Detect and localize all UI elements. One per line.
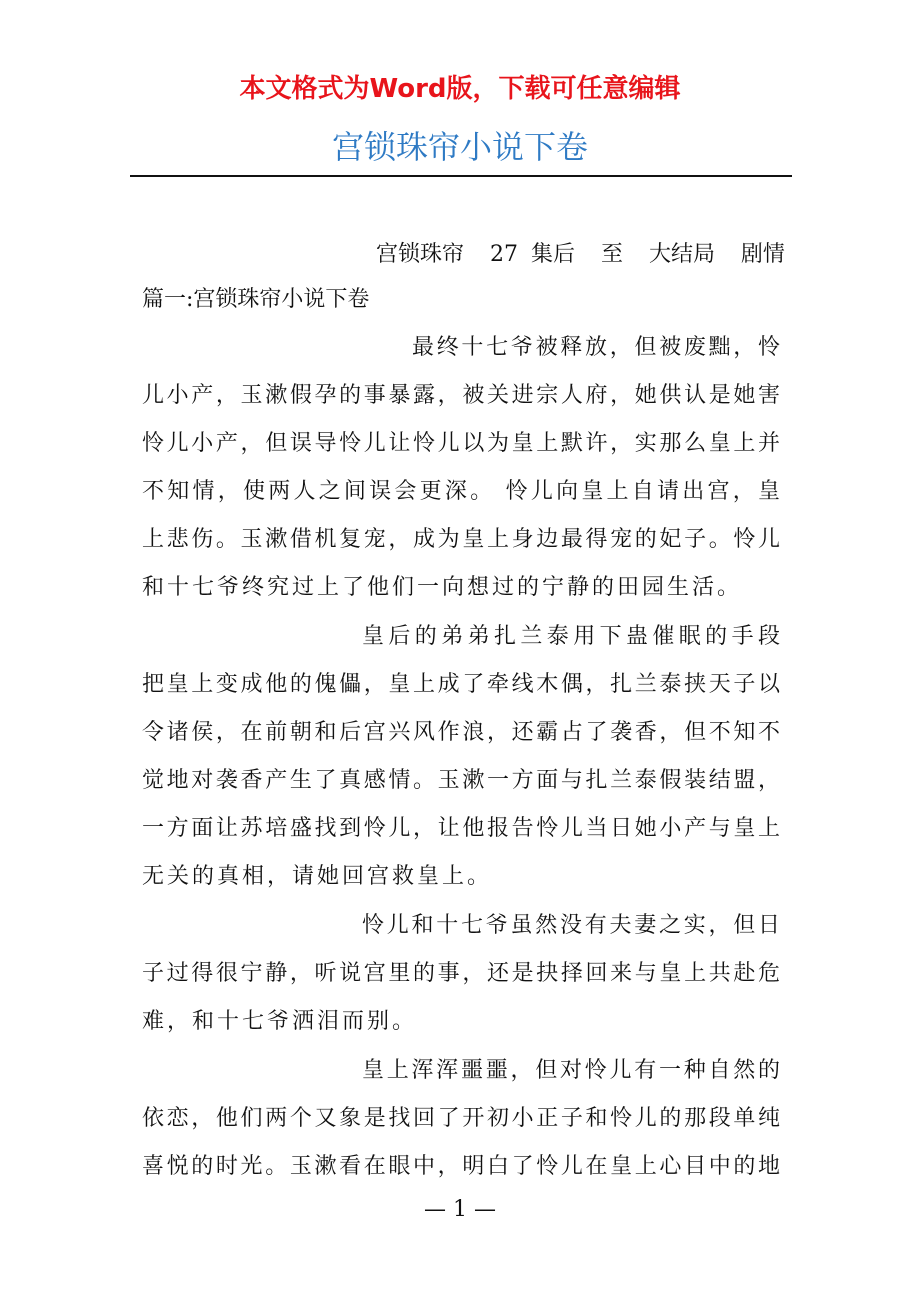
word-format-banner: 本文格式为Word版，下载可任意编辑 (239, 74, 681, 104)
body-line: 皇上浑浑噩噩，但对怜儿有一种自然的 (362, 1058, 780, 1083)
page-number: — 1 — (424, 1197, 496, 1222)
body-line: 把皇上变成他的傀儡，皇上成了牵线木偶，扎兰泰挟天子以 (142, 672, 780, 697)
body-line: 难，和十七爷洒泪而别。 (142, 1009, 418, 1034)
body-line: 一方面让苏培盛找到怜儿，让他报告怜儿当日她小产与皇上 (142, 816, 780, 841)
body-line: 令诸侯，在前朝和后宫兴风作浪，还霸占了袭香，但不知不 (142, 720, 780, 745)
body-line: 和十七爷终究过上了他们一向想过的宁静的田园生活。 (142, 575, 743, 600)
title-divider (130, 175, 792, 177)
body-line: 不知情，使两人之间误会更深。 怜儿向皇上自请出宫，皇 (142, 479, 780, 504)
section-heading: 篇一:宫锁珠帘小说下卷 (142, 287, 370, 312)
body-line: 依恋，他们两个又象是找回了开初小正子和怜儿的那段单纯 (142, 1106, 780, 1131)
body-line: 皇后的弟弟扎兰泰用下蛊催眠的手段 (362, 624, 780, 649)
body-line: 喜悦的时光。玉漱看在眼中，明白了怜儿在皇上心目中的地 (142, 1154, 780, 1179)
document-title: 宫锁珠帘小说下卷 (331, 128, 588, 166)
body-line: 怜儿小产，但误导怜儿让怜儿以为皇上默许，实那么皇上并 (142, 431, 780, 456)
body-line: 最终十七爷被释放，但被废黜，怜 (412, 335, 780, 360)
body-line: 觉地对袭香产生了真感情。玉漱一方面与扎兰泰假装结盟， (142, 768, 780, 793)
body-line: 无关的真相，请她回宫救皇上。 (142, 864, 493, 889)
body-line: 怜儿和十七爷虽然没有夫妻之实，但日 (362, 913, 780, 938)
body-line: 上悲伤。玉漱借机复宠，成为皇上身边最得宠的妃子。怜儿 (142, 527, 780, 552)
body-line: 儿小产，玉漱假孕的事暴露，被关进宗人府，她供认是她害 (142, 383, 780, 408)
body-line: 子过得很宁静，听说宫里的事，还是抉择回来与皇上共赴危 (142, 961, 780, 986)
subtitle: 宫锁珠帘 27 集后 至 大结局 剧情 (376, 242, 785, 267)
